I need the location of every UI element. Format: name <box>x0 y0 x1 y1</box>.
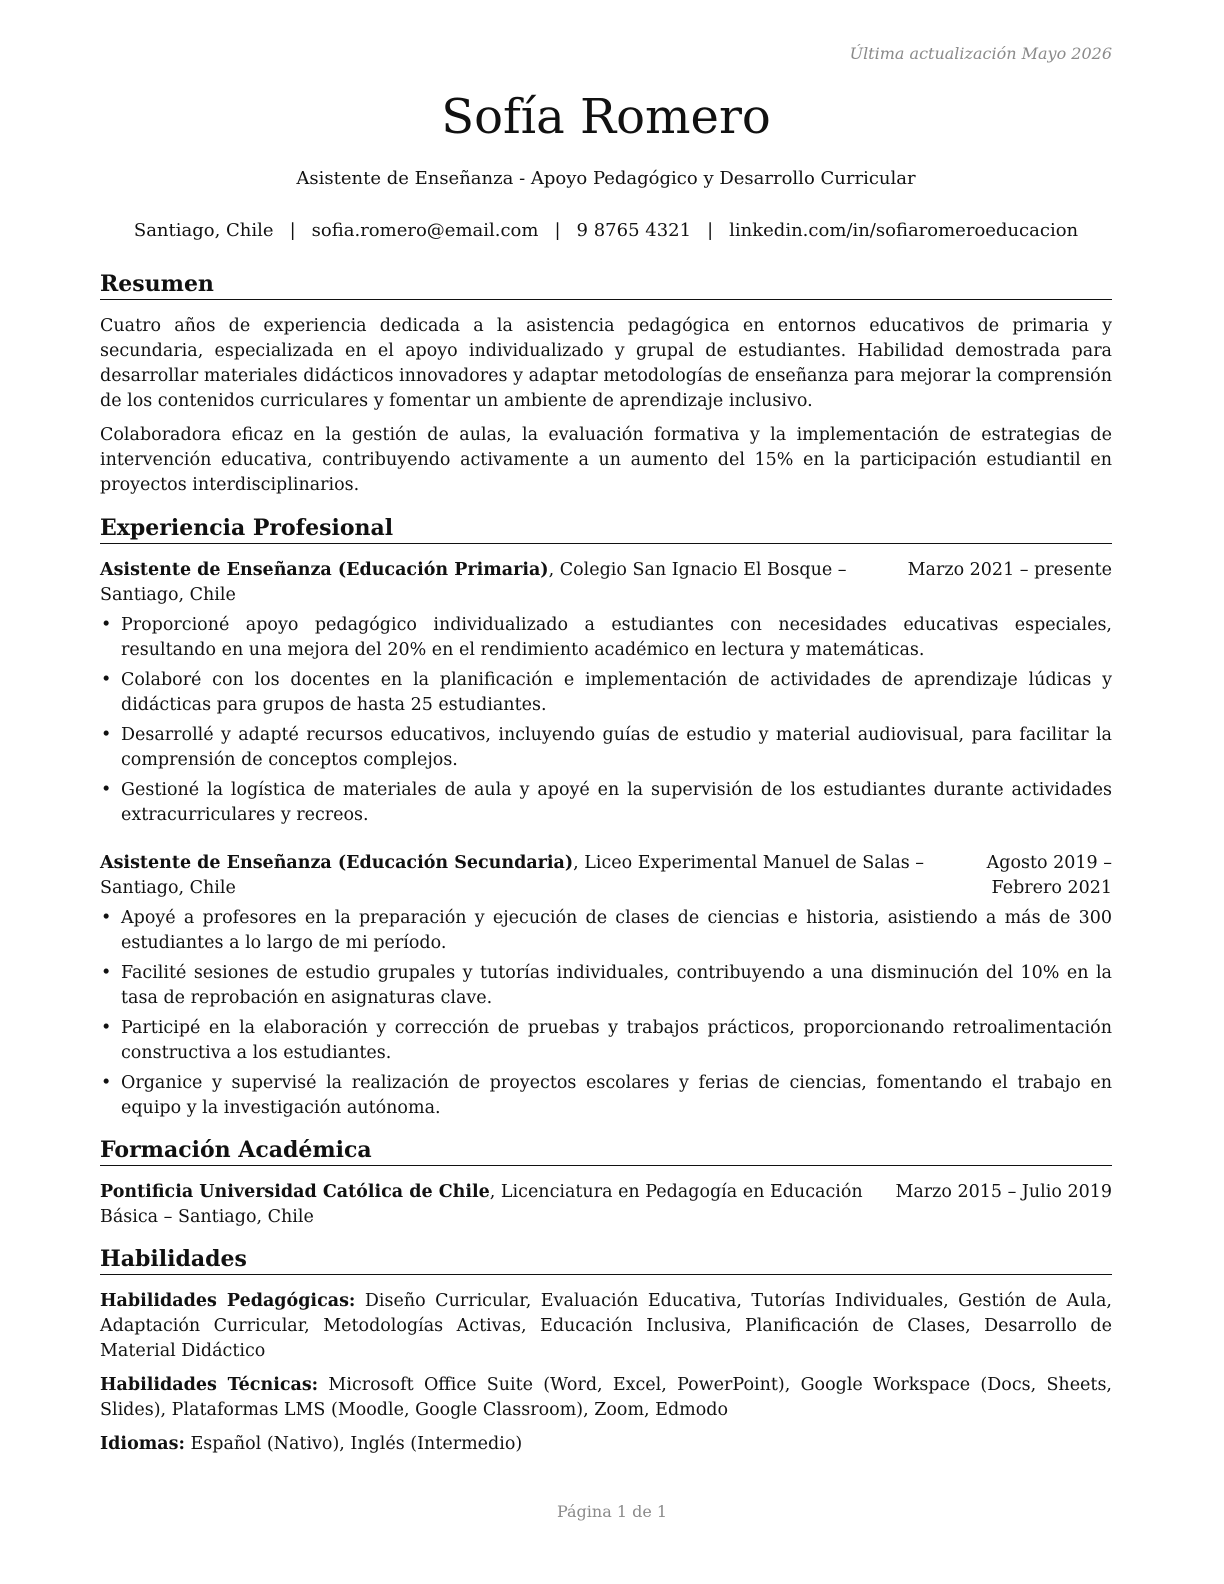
job-header <box>100 558 1112 608</box>
experience-title: Experiencia Profesional <box>100 514 1112 544</box>
contact-separator: | <box>707 220 714 241</box>
skills-label: Habilidades Pedagógicas: <box>100 1291 356 1311</box>
bullet-icon: • <box>101 725 112 745</box>
job-organization: , Colegio San Ignacio El Bosque – Santiago, Chile <box>100 560 847 605</box>
summary-paragraph: Colaboradora eficaz en la gestión de aulas, la evaluación formativa y la implementación de estrategias de intervención educativa, contribuyendo activamente a un aumento del 15% en la participación estudiantil en proyectos interdisciplinarios. <box>100 425 1112 495</box>
job-bullet: • Proporcioné apoyo pedagógico individualizado a estudiantes con necesidades educativas especiales, resultando en una mejora del 20% en el rendimiento académico en lectura y matemáticas. <box>101 615 1112 660</box>
education-title: Formación Académica <box>100 1136 1112 1166</box>
bullet-icon: • <box>101 670 112 690</box>
skills-label: Habilidades Técnicas: <box>100 1375 319 1395</box>
contact-phone: 9 8765 4321 <box>576 220 692 241</box>
education-entry <box>100 1180 1112 1230</box>
skills-row <box>100 1373 1112 1423</box>
bullet-icon: • <box>101 908 112 928</box>
job-entry <box>100 851 1112 1121</box>
education-school: Pontificia Universidad Católica de Chile <box>100 1182 490 1202</box>
job-bullet: • Desarrollé y adapté recursos educativos, incluyendo guías de estudio y material audiovisual, para facilitar la comprensión de conceptos complejos. <box>101 725 1112 770</box>
job-bullets <box>100 906 1112 1121</box>
contact-line <box>100 218 1112 244</box>
bullet-icon: • <box>101 780 112 800</box>
education-degree: , Licenciatura en Pedagogía en Educación Básica – Santiago, Chile <box>100 1182 863 1227</box>
education-section <box>100 1136 1112 1230</box>
page-number: Página 1 de 1 <box>556 1502 668 1521</box>
skills-text: Español (Nativo), Inglés (Intermedio) <box>184 1434 523 1454</box>
job-bullets <box>100 613 1112 828</box>
summary-paragraph: Cuatro años de experiencia dedicada a la asistencia pedagógica en entornos educativos de primaria y secundaria, especializada en el apoyo individualizado y grupal de estudiantes. Habilidad demostrada para desarrollar materiales didácticos innovadores y adaptar metodologías de enseñanza para mejorar la comprensión de los contenidos curriculares y fomentar un ambiente de aprendizaje inclusivo. <box>100 316 1112 411</box>
education-date: Marzo 2015 – Julio 2019 <box>895 1182 1112 1202</box>
skills-label: Idiomas: <box>100 1434 185 1454</box>
contact-location: Santiago, Chile <box>133 220 274 241</box>
candidate-subtitle: Asistente de Enseñanza - Apoyo Pedagógico y Desarrollo Curricular <box>296 168 916 189</box>
contact-separator: | <box>289 220 296 241</box>
job-bullet: • Organice y supervisé la realización de proyectos escolares y ferias de ciencias, fomentando el trabajo en equipo y la investigación autónoma. <box>101 1073 1112 1118</box>
summary-section <box>100 270 1112 498</box>
bullet-icon: • <box>101 615 112 635</box>
contact-linkedin[interactable]: linkedin.com/in/sofiaromeroeducacion <box>729 220 1079 241</box>
job-date: Agosto 2019 – Febrero 2021 <box>986 853 1112 898</box>
bullet-icon: • <box>101 1018 112 1038</box>
job-bullet: • Apoyé a profesores en la preparación y ejecución de clases de ciencias e historia, asistiendo a más de 300 estudiantes a lo largo de mi período. <box>101 908 1112 953</box>
job-entry <box>100 558 1112 828</box>
skills-row <box>100 1289 1112 1364</box>
bullet-icon: • <box>101 1073 112 1093</box>
job-bullet: • Participé en la elaboración y corrección de pruebas y trabajos prácticos, proporcionando retroalimentación constructiva a los estudiantes. <box>101 1018 1112 1063</box>
skills-section <box>100 1245 1112 1457</box>
contact-email[interactable]: sofia.romero@email.com <box>311 220 539 241</box>
bullet-icon: • <box>101 963 112 983</box>
job-date: Marzo 2021 – presente <box>907 560 1112 580</box>
job-role: Asistente de Enseñanza (Educación Primaria) <box>100 560 549 580</box>
candidate-name: Sofía Romero <box>441 89 771 145</box>
skills-text: Microsoft Office Suite (Word, Excel, PowerPoint), Google Workspace (Docs, Sheets, Slides), Plataformas LMS (Moodle, Google Classroom), Zoom, Edmodo <box>100 1375 1112 1420</box>
job-header <box>100 851 1112 901</box>
contact-separator: | <box>554 220 561 241</box>
skills-title: Habilidades <box>100 1245 1112 1275</box>
skills-row <box>100 1432 1112 1457</box>
experience-section <box>100 514 1112 1121</box>
job-organization: , Liceo Experimental Manuel de Salas – Santiago, Chile <box>100 853 925 898</box>
summary-title: Resumen <box>100 270 1112 300</box>
skills-text: Diseño Curricular, Evaluación Educativa, Tutorías Individuales, Gestión de Aula, Adaptación Curricular, Metodologías Activas, Educación Inclusiva, Planificación de Clases, Desarrollo de Material Didáctico <box>100 1291 1112 1361</box>
job-bullet: • Gestioné la logística de materiales de aula y apoyé en la supervisión de los estudiantes durante actividades extracurriculares y recreos. <box>101 780 1112 825</box>
last-updated: Última actualización Mayo 2026 <box>849 44 1112 63</box>
job-bullet: • Facilité sesiones de estudio grupales y tutorías individuales, contribuyendo a una disminución del 10% en la tasa de reprobación en asignaturas clave. <box>101 963 1112 1008</box>
job-bullet: • Colaboré con los docentes en la planificación e implementación de actividades de aprendizaje lúdicas y didácticas para grupos de hasta 25 estudiantes. <box>101 670 1112 715</box>
job-role: Asistente de Enseñanza (Educación Secundaria) <box>100 853 574 873</box>
